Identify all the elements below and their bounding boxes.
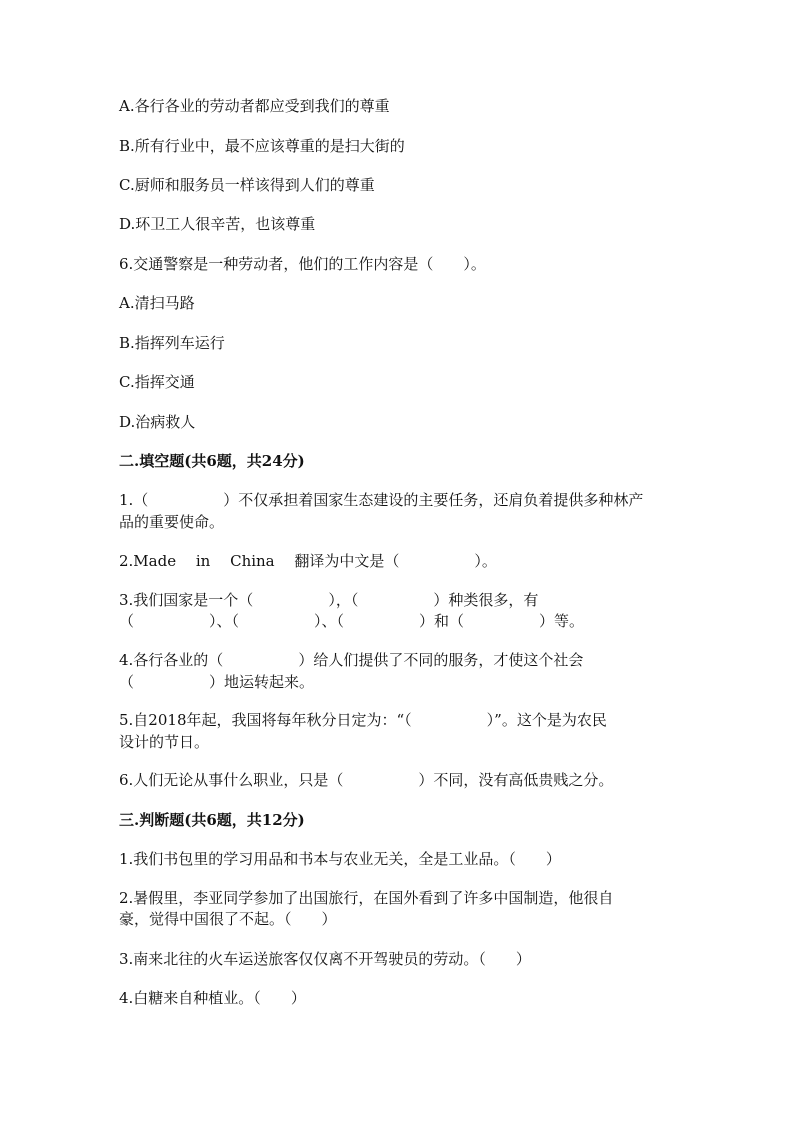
fill-q5-line2: 设计的节日。 <box>119 733 210 751</box>
fill-q1-line2: 品的重要使命。 <box>119 513 225 531</box>
q6-option-b: B.指挥列车运行 <box>119 334 225 352</box>
judge-q3: 3.南来北往的火车运送旅客仅仅离不开驾驶员的劳动。（ ） <box>119 950 531 968</box>
option-d: D.环卫工人很辛苦，也该尊重 <box>119 215 316 233</box>
judge-q4: 4.白糖来自种植业。（ ） <box>119 989 306 1007</box>
fill-q3-line2: （ ）、（ ）、（ ）和（ ）等。 <box>119 612 585 630</box>
judge-q2-line2: 豪，觉得中国很了不起。（ ） <box>119 910 337 928</box>
fill-q2: 2.Made in China 翻译为中文是（ ）。 <box>119 552 497 570</box>
question-6-stem: 6.交通警察是一种劳动者，他们的工作内容是（ ）。 <box>119 255 486 273</box>
q6-option-d: D.治病救人 <box>119 413 196 431</box>
fill-q4-line2: （ ）地运转起来。 <box>119 673 315 691</box>
section-heading-judge: 三.判断题(共6题，共12分) <box>119 811 305 829</box>
judge-q2-line1: 2.暑假里，李亚同学参加了出国旅行，在国外看到了许多中国制造，他很自 <box>119 889 614 907</box>
section-heading-fill: 二.填空题(共6题，共24分) <box>119 452 305 470</box>
fill-q3-line1: 3.我们国家是一个（ ），（ ）种类很多，有 <box>119 591 539 609</box>
option-a: A.各行各业的劳动者都应受到我们的尊重 <box>119 97 390 115</box>
fill-q4-line1: 4.各行各业的（ ）给人们提供了不同的服务，才使这个社会 <box>119 651 584 669</box>
q6-option-a: A.清扫马路 <box>119 294 195 312</box>
option-c: C.厨师和服务员一样该得到人们的尊重 <box>119 176 375 194</box>
fill-q6: 6.人们无论从事什么职业，只是（ ）不同，没有高低贵贱之分。 <box>119 771 614 789</box>
fill-q5-line1: 5.自2018年起，我国将每年秋分日定为：“（ ）”。这个是为农民 <box>119 711 607 729</box>
option-b: B.所有行业中，最不应该尊重的是扫大街的 <box>119 137 405 155</box>
fill-q1-line1: 1.（ ）不仅承担着国家生态建设的主要任务，还肩负着提供多种林产 <box>119 491 644 509</box>
q6-option-c: C.指挥交通 <box>119 373 195 391</box>
judge-q1: 1.我们书包里的学习用品和书本与农业无关，全是工业品。（ ） <box>119 850 561 868</box>
